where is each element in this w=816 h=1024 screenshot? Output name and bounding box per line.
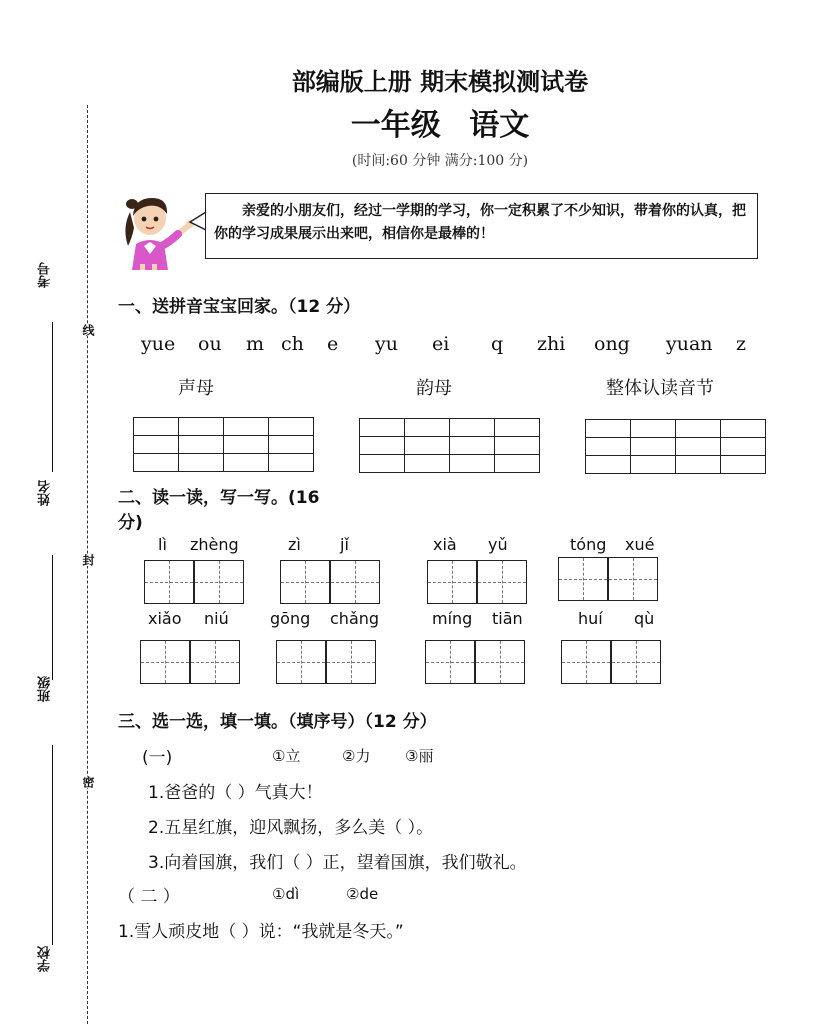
word-pinyin: gōng (270, 609, 311, 628)
word-pinyin: xiǎo (148, 609, 182, 628)
exam-time-info: (时间:60 分钟 满分:100 分) (351, 153, 529, 169)
word-pinyin: huí (578, 609, 603, 628)
greeting-speech-box: 亲爱的小朋友们，经过一学期的学习，你一定积累了不少知识，带着你的认真，把你的学习成果展示出来吧，相信你是最棒的！ (205, 193, 758, 259)
question-1-3: 3.向着国旗，我们（ ）正，望着国旗，我们敬礼。 (148, 853, 527, 873)
pinyin-item: zhi (537, 333, 566, 355)
class-label: 班级 (38, 676, 53, 702)
section-2-heading: 二、读一读，写一写。(16 (118, 488, 320, 508)
question-2-1: 1.雪人顽皮地（ ）说：“我就是冬天。” (118, 922, 404, 942)
question-1-1: 1.爸爸的（ ）气真大！ (148, 783, 323, 803)
writing-grid-cell[interactable] (561, 640, 611, 684)
pinyin-item: ong (594, 333, 630, 355)
school-label: 学校 (38, 946, 53, 972)
word-pinyin: tóng (570, 535, 607, 554)
writing-grid-cell[interactable] (558, 557, 608, 601)
pinyin-item: ou (198, 333, 222, 355)
part-1-label: (一) (142, 748, 173, 768)
exam-number-label: 考号 (38, 262, 53, 288)
finals-answer-grid[interactable] (359, 418, 540, 473)
option-2: ②de (346, 885, 379, 903)
name-line (52, 555, 53, 680)
word-pinyin: chǎng (330, 609, 380, 628)
writing-grid-cell[interactable] (330, 560, 380, 604)
pinyin-item: q (491, 333, 504, 355)
word-pinyin: lì (158, 535, 167, 554)
whole-syllables-answer-grid[interactable] (585, 419, 766, 474)
category-finals-label: 韵母 (416, 378, 452, 399)
pinyin-item: m (246, 333, 265, 355)
writing-grid-cell[interactable] (477, 560, 527, 604)
writing-grid-cell[interactable] (190, 640, 240, 684)
writing-grid-cell[interactable] (475, 640, 525, 684)
word-pinyin: jǐ (340, 535, 349, 554)
pinyin-item: ei (432, 333, 450, 355)
word-pinyin: qù (634, 609, 655, 628)
writing-grid-cell[interactable] (276, 640, 326, 684)
word-pinyin: tiān (492, 609, 523, 628)
pinyin-item: ch (281, 333, 304, 355)
pinyin-item: z (736, 333, 747, 355)
question-1-2: 2.五星红旗，迎风飘扬，多么美（ ）。 (148, 818, 434, 838)
cut-mark-seal: 封 (81, 554, 95, 566)
writing-grid-cell[interactable] (194, 560, 244, 604)
class-line (52, 745, 53, 945)
option-2: ②力 (342, 747, 371, 765)
writing-grid-cell[interactable] (144, 560, 194, 604)
option-3: ③丽 (405, 747, 434, 765)
part-2-label: （ 二 ） (118, 887, 180, 907)
cut-mark-secret: 密 (81, 776, 95, 788)
exam-subject: 一年级 语文 (350, 108, 530, 143)
writing-grid-cell[interactable] (611, 640, 661, 684)
initials-answer-grid[interactable] (133, 417, 314, 472)
section-3-heading: 三、选一选，填一填。（填序号）（12 分） (118, 712, 437, 732)
word-pinyin: zhèng (190, 535, 239, 554)
word-pinyin: yǔ (488, 535, 508, 554)
exam-number-line (52, 322, 53, 472)
writing-grid-cell[interactable] (608, 557, 658, 601)
writing-grid-cell[interactable] (326, 640, 376, 684)
writing-grid-cell[interactable] (140, 640, 190, 684)
writing-grid-cell[interactable] (427, 560, 477, 604)
exam-title: 部编版上册 期末模拟测试卷 (291, 68, 589, 96)
option-1: ①dì (272, 885, 300, 903)
word-pinyin: míng (432, 609, 473, 628)
word-pinyin: niú (204, 609, 229, 628)
pinyin-item: yu (375, 333, 398, 355)
option-1: ①立 (272, 747, 301, 765)
pinyin-item: yuan (666, 333, 713, 355)
pinyin-item: e (327, 333, 339, 355)
section-2-heading-cont: 分) (118, 513, 143, 533)
word-pinyin: xià (433, 535, 457, 554)
cut-mark-line: 线 (81, 324, 95, 336)
word-pinyin: zì (288, 535, 301, 554)
word-pinyin: xué (625, 535, 655, 554)
section-1-heading: 一、送拼音宝宝回家。（12 分） (118, 297, 361, 317)
name-label: 姓名 (38, 480, 53, 506)
writing-grid-cell[interactable] (425, 640, 475, 684)
category-initials-label: 声母 (178, 378, 214, 399)
category-whole-syllables-label: 整体认读音节 (606, 378, 714, 399)
pinyin-item: yue (141, 333, 176, 355)
writing-grid-cell[interactable] (280, 560, 330, 604)
